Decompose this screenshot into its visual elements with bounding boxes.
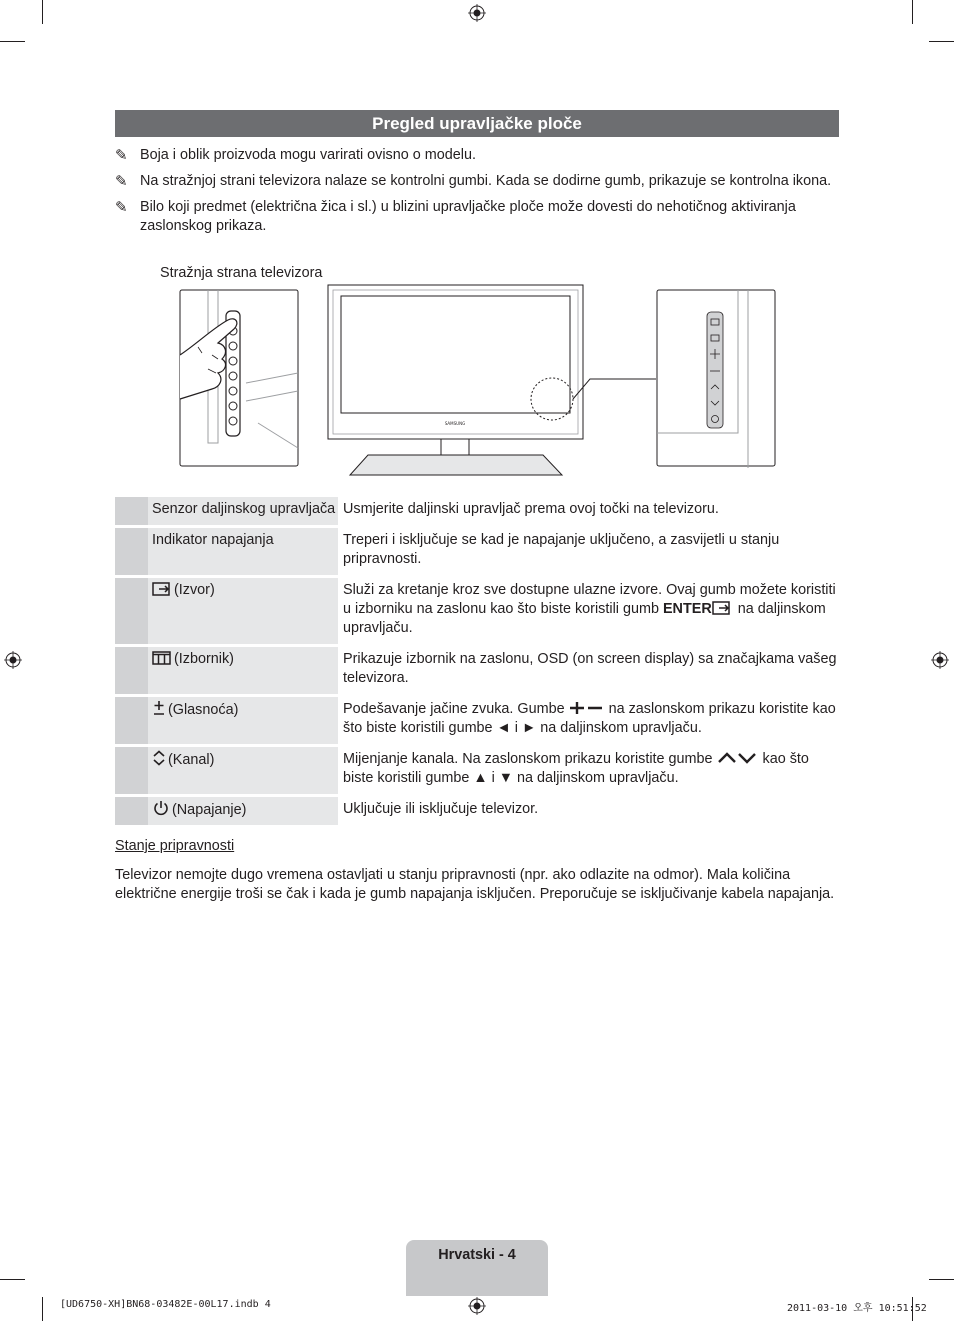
up-down-icon bbox=[717, 751, 757, 765]
control-name: (Glasnoća) bbox=[148, 697, 338, 744]
note-item: ✎ Na stražnjoj strani televizora nalaze se kontrolni gumbi. Kada se dodirne gumb, prikazuje se kontrolna ikona. bbox=[115, 173, 832, 190]
control-name: Indikator napajanja bbox=[148, 528, 338, 575]
control-desc: Služi za kretanje kroz sve dostupne ulazne izvore. Ovaj gumb možete koristiti u izborniku na zaslonu kao što biste koristili gumb ENTER na daljinskom upravljaču. bbox=[343, 582, 836, 636]
page-number-tab: Hrvatski - 4 bbox=[406, 1240, 548, 1296]
crop-mark bbox=[0, 41, 25, 42]
channel-icon bbox=[152, 750, 166, 766]
note-item: ✎ Boja i oblik proizvoda mogu varirati ovisno o modelu. bbox=[115, 147, 476, 164]
notes-list bbox=[115, 146, 839, 243]
table-row bbox=[115, 578, 839, 644]
control-desc: Podešavanje jačine zvuka. Gumbe na zaslonskom prikazu koristite kao što biste koristili gumbe ◄ i ► na daljinskom upravljaču. bbox=[343, 701, 836, 736]
standby-text: Televizor nemojte dugo vremena ostavljati u stanju pripravnosti (npr. ako odlazite na odmor). Mala količina električne energije troši se čak i kada je gumb napajanja isključen. Preporučuje se isključivanje kabela napajanja. bbox=[115, 867, 835, 902]
pencil-icon: ✎ bbox=[115, 173, 128, 190]
control-name: (Napajanje) bbox=[148, 797, 338, 825]
footer-date: 2011-03-10 오후 10:51:52 bbox=[787, 1303, 927, 1314]
tv-front-illustration bbox=[328, 285, 656, 475]
control-name: (Kanal) bbox=[148, 747, 338, 794]
controls-table bbox=[115, 497, 839, 828]
standby-title: Stanje pripravnosti bbox=[115, 838, 235, 854]
table-row bbox=[115, 797, 839, 825]
note-item: ✎ Bilo koji predmet (električna žica i sl.) u blizini upravljačke ploče može dovesti do nehotičnog aktiviranja zaslonskog prikaza. bbox=[115, 199, 796, 234]
volume-icon bbox=[152, 700, 166, 716]
control-desc: Usmjerite daljinski upravljač prema ovoj točki na televizoru. bbox=[343, 501, 719, 517]
registration-mark-icon bbox=[4, 651, 22, 669]
control-name: Senzor daljinskog upravljača bbox=[148, 497, 338, 525]
tv-control-panel-illustration bbox=[178, 283, 778, 478]
registration-mark-icon bbox=[468, 1297, 486, 1315]
table-row bbox=[115, 497, 839, 525]
control-desc: Treperi i isključuje se kad je napajanje uključeno, a zasvijetli u stanju pripravnosti. bbox=[343, 532, 780, 567]
crop-mark bbox=[929, 41, 954, 42]
control-strip-illustration bbox=[657, 290, 775, 468]
table-row bbox=[115, 747, 839, 794]
enter-icon bbox=[712, 601, 732, 615]
control-desc: Prikazuje izbornik na zaslonu, OSD (on screen display) sa značajkama vašeg televizora. bbox=[343, 651, 837, 686]
crop-mark bbox=[42, 0, 43, 24]
registration-mark-icon bbox=[931, 651, 949, 669]
table-row bbox=[115, 528, 839, 575]
crop-mark bbox=[929, 1279, 954, 1280]
page-title: Pregled upravljačke ploče bbox=[115, 110, 839, 137]
pencil-icon: ✎ bbox=[115, 147, 128, 164]
brand-logo: SAMSUNG bbox=[444, 421, 466, 426]
crop-mark bbox=[912, 0, 913, 24]
table-row bbox=[115, 697, 839, 744]
crop-mark bbox=[0, 1279, 25, 1280]
control-name: (Izbornik) bbox=[148, 647, 338, 694]
control-name: (Izvor) bbox=[148, 578, 338, 644]
power-icon bbox=[152, 800, 170, 816]
menu-icon bbox=[152, 651, 172, 665]
control-desc: Mijenjanje kanala. Na zaslonskom prikazu koristite gumbe kao što biste koristili gumbe ▲ i ▼ na daljinskom upravljaču. bbox=[343, 751, 809, 786]
table-row bbox=[115, 647, 839, 694]
plus-minus-icon bbox=[569, 701, 603, 715]
control-desc: Uključuje ili isključuje televizor. bbox=[343, 801, 539, 817]
source-icon bbox=[152, 582, 172, 596]
back-side-label: Stražnja strana televizora bbox=[160, 265, 323, 281]
hand-touch-illustration bbox=[180, 290, 298, 466]
footer-file: [UD6750-XH]BN68-03482E-00L17.indb 4 bbox=[60, 1299, 271, 1310]
pencil-icon: ✎ bbox=[115, 199, 128, 216]
registration-mark-icon bbox=[468, 4, 486, 22]
crop-mark bbox=[42, 1297, 43, 1321]
